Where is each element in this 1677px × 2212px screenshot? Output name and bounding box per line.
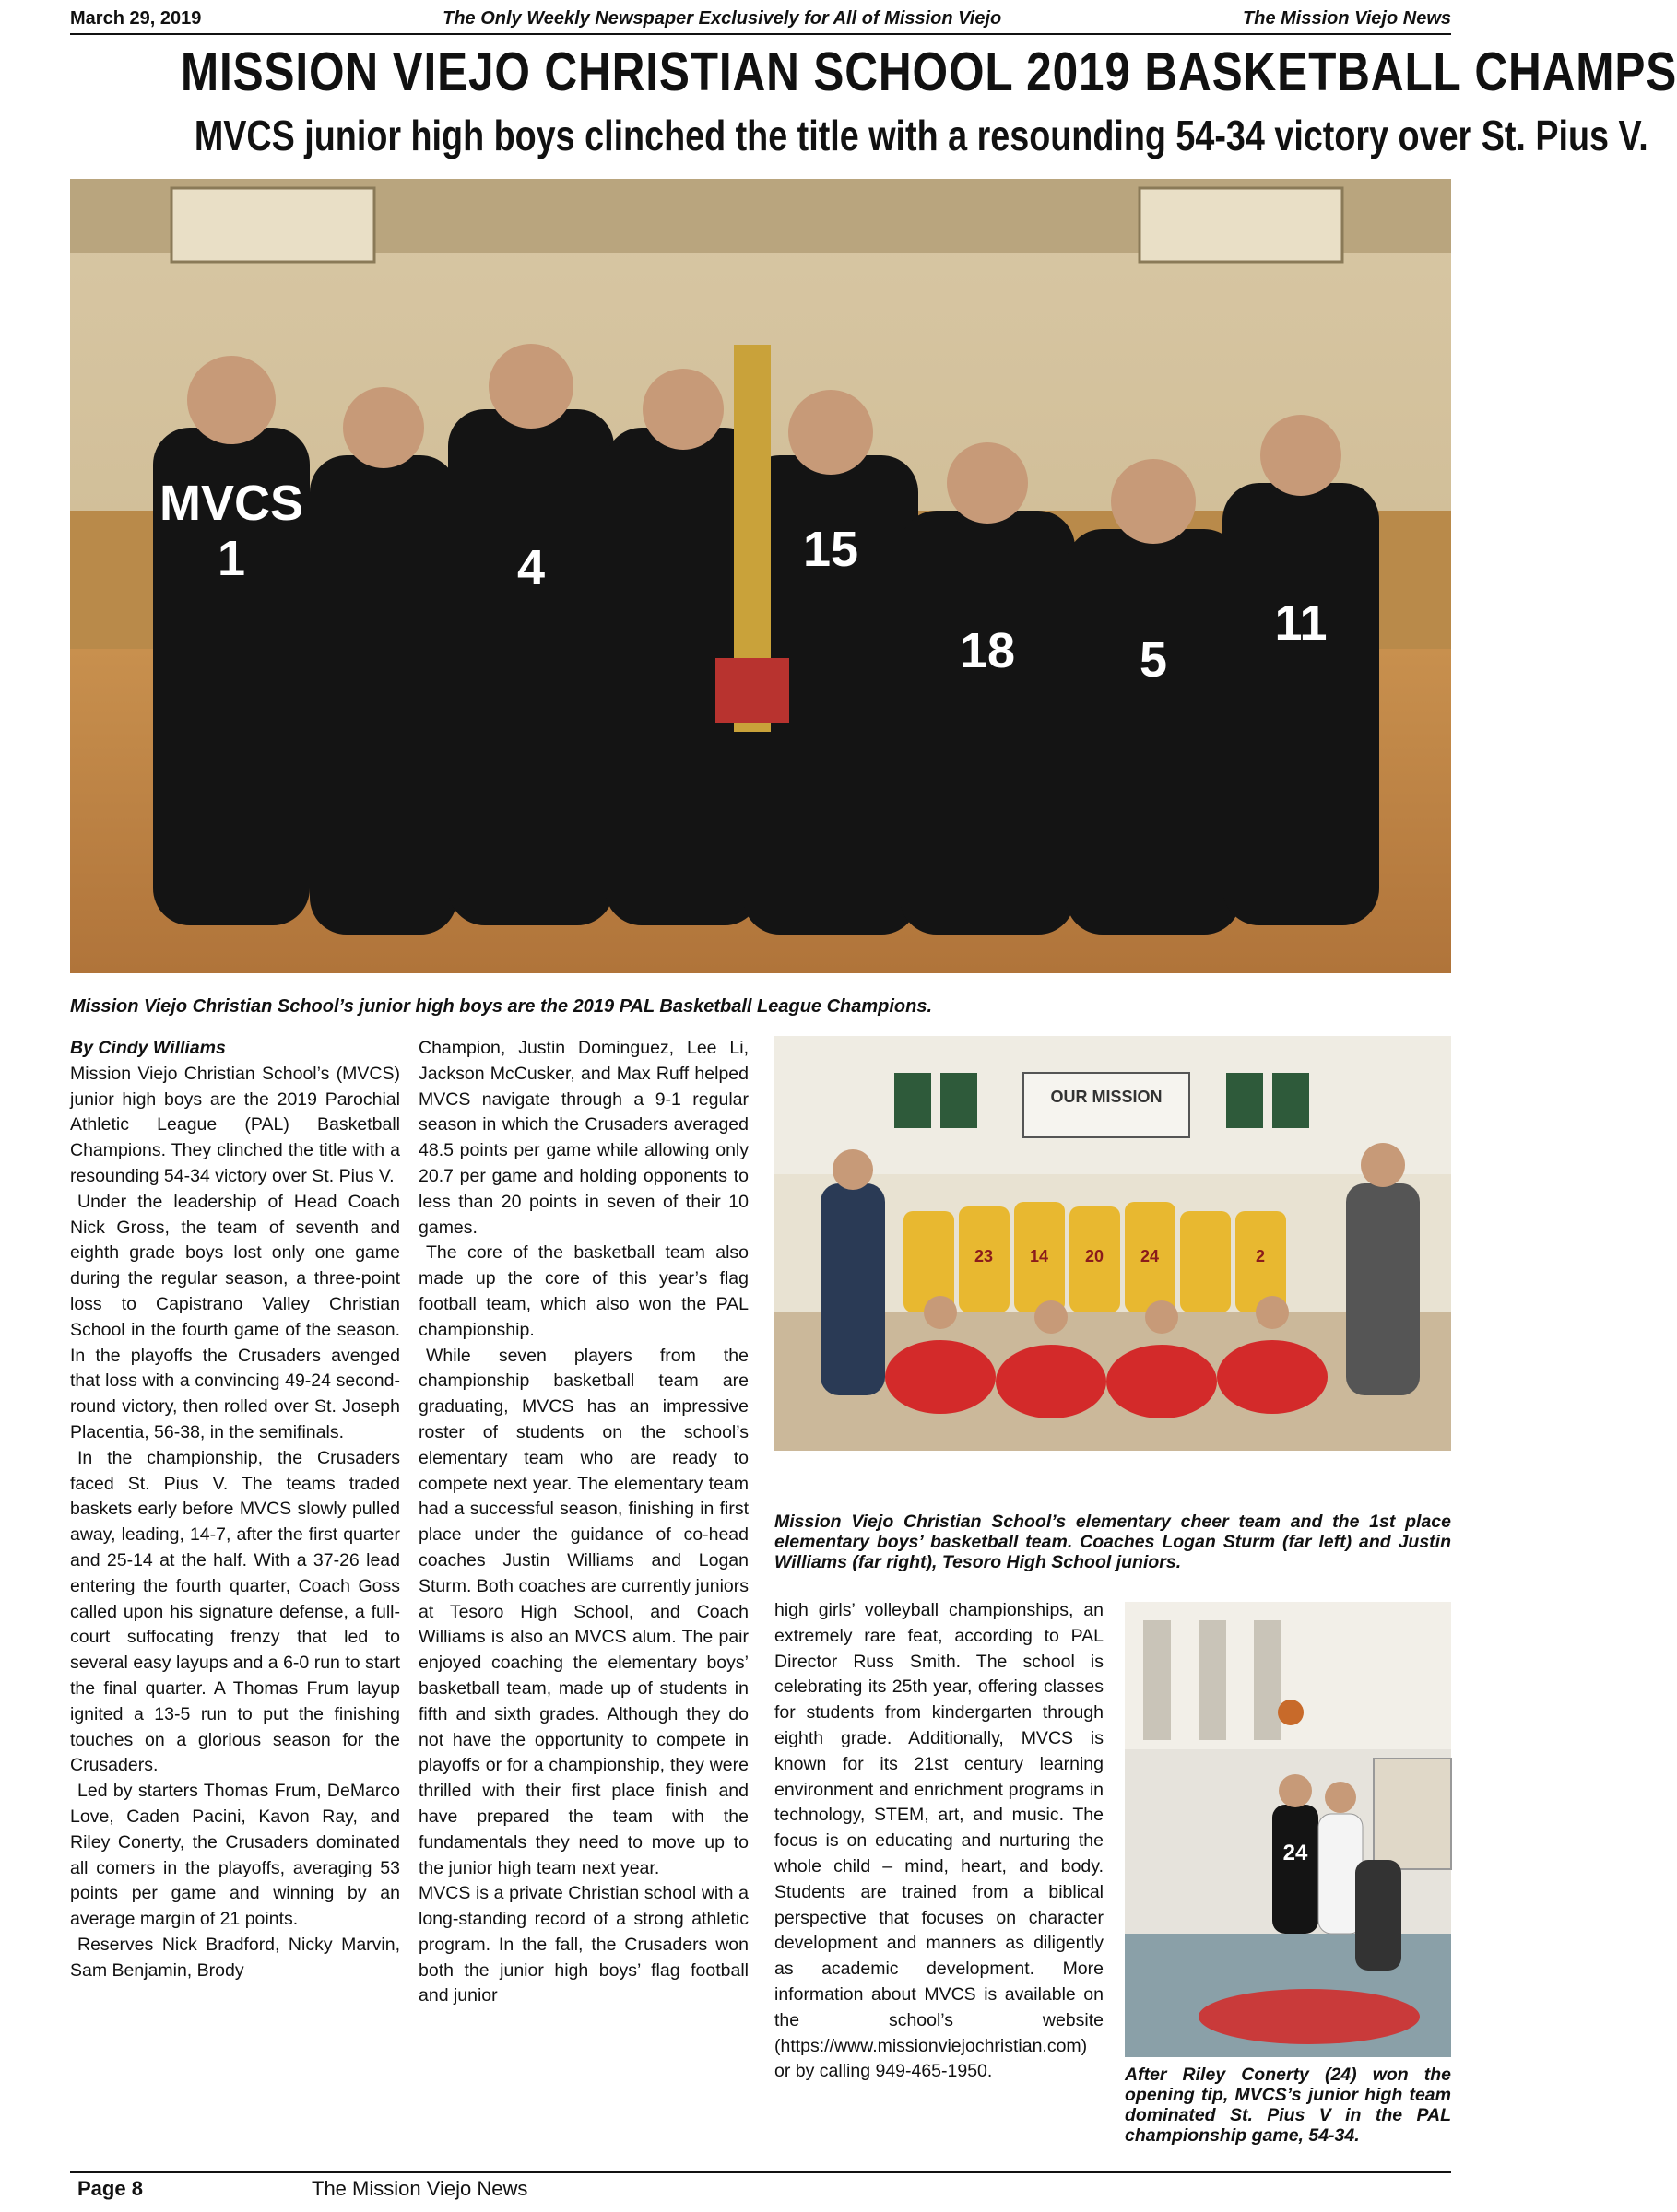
paragraph: Under the leadership of Head Coach Nick Gross, the team of seventh and eighth grade boys lost only one game during the regular season, a three-point loss to Capistrano Valley Christian School in the fourth game of the season. In the playoffs the Crusaders avenged that loss with a convincing 49-24 second-round victory, then rolled over St. Joseph Placentia, 56-38, in the semifinals.: [70, 1191, 400, 1442]
tipoff-photo: [1125, 1602, 1451, 2057]
cheer-photo-caption: Mission Viejo Christian School’s elementary cheer team and the 1st place elementary boys’ basketball team. Coaches Logan Sturm (far left) and Justin Williams (far right), Tesoro High School juniors.: [774, 1512, 1451, 1572]
paragraph: Mission Viejo Christian School’s (MVCS) junior high boys are the 2019 Parochial Athletic League (PAL) Basketball Champions. They clinched the title with a resounding 54-34 victory over St. Pius V.: [70, 1063, 400, 1186]
paragraph: The core of the basketball team also made up the core of this year’s flag football team, which also won the PAL championship.: [419, 1242, 749, 1340]
paragraph: In the championship, the Crusaders faced St. Pius V. The teams traded baskets early before MVCS slowly pulled away, leading, 14-7, after the first quarter and 25-14 at the half. With a 37-26 lead entering the fourth quarter, Coach Goss called upon his signature defense, a full-court suffocating frenzy that led to several easy layups and a 6-0 run to start the final quarter. A Thomas Frum layup ignited a 13-5 run to put the finishing touches on a glorious season for the Crusaders.: [70, 1447, 400, 1776]
main-team-photo: [70, 179, 1451, 973]
paragraph: Reserves Nick Bradford, Nicky Marvin, Sam Benjamin, Brody: [70, 1934, 400, 1981]
paper-name: The Mission Viejo News: [1243, 7, 1451, 29]
byline: By Cindy Williams: [70, 1038, 226, 1058]
main-photo-caption: Mission Viejo Christian School’s junior high boys are the 2019 PAL Basketball League Champions.: [70, 996, 933, 1017]
jersey-number: 15: [802, 522, 859, 577]
tipoff-photo-caption: After Riley Conerty (24) won the opening tip, MVCS’s junior high team dominated St. Pius V in the PAL championship game, 54-34.: [1125, 2065, 1451, 2146]
jersey-number: 18: [959, 623, 1016, 678]
jersey-number: 5: [1139, 632, 1168, 688]
footer-paper-name: The Mission Viejo News: [312, 2177, 528, 2200]
cheer-team-photo: [774, 1036, 1451, 1451]
jersey-number: 11: [1274, 595, 1328, 651]
jersey-text: MVCS: [159, 476, 304, 531]
paragraph: Champion, Justin Dominguez, Lee Li, Jackson McCusker, and Max Ruff helped MVCS navigate through a 9-1 regular season in which the Crusaders averaged 48.5 points per game while allowing only 20.7 per game and holding opponents to less than 20 points in seven of their 10 games.: [419, 1038, 749, 1238]
paragraph: MVCS is a private Christian school with a long-standing record of a strong athletic program. In the fall, the Crusaders won both the junior high boys’ flag football and junior: [419, 1883, 749, 2006]
jersey-number: 20: [1084, 1247, 1104, 1265]
jersey-number: 4: [516, 540, 546, 595]
headline: MISSION VIEJO CHRISTIAN SCHOOL 2019 BASKETBALL CHAMPS: [180, 41, 1677, 102]
jersey-number: 2: [1255, 1247, 1266, 1265]
jersey-number: 23: [974, 1247, 994, 1265]
page-number: Page 8: [77, 2177, 143, 2200]
article-column-3: [774, 1598, 1104, 2085]
jersey-number: 24: [1282, 1841, 1308, 1865]
jersey-number: 1: [217, 531, 246, 586]
subheadline: MVCS junior high boys clinched the title with a resounding 54-34 victory over St. Pius V.: [194, 112, 1648, 159]
header-rule: [70, 33, 1451, 35]
paragraph: high girls’ volleyball championships, an extremely rare feat, according to PAL Director Russ Smith. The school is celebrating its 25th year, offering classes for students from kindergarten through eighth grade. Additionally, MVCS is known for its 21st century learning environment and enrichment programs in technology, STEM, art, and music. The focus is on educating and nurturing the whole child – mind, heart, and body. Students are trained from a biblical perspective that focuses on character development and manners as diligently as academic development. More information about MVCS is available on the school’s website (https://www.missionviejochristian.com) or by calling 949-465-1950.: [774, 1600, 1104, 2082]
gym-banner-text: OUR MISSION: [1050, 1088, 1163, 1106]
masthead-strip: [70, 4, 1451, 33]
tagline: The Only Weekly Newspaper Exclusively for All of Mission Viejo: [443, 7, 1002, 29]
jersey-number: 14: [1029, 1247, 1049, 1265]
article-column-1: [70, 1036, 400, 1983]
paragraph: Led by starters Thomas Frum, DeMarco Love, Caden Pacini, Kavon Ray, and Riley Conerty, the Crusaders dominated all comers in the playoffs, averaging 53 points per game and winning by an average margin of 21 points.: [70, 1781, 400, 1930]
footer-rule: [70, 2171, 1451, 2173]
paragraph: While seven players from the championship basketball team are graduating, MVCS has an impressive roster of students on the school’s elementary team who are ready to compete next year. The elementary team had a successful season, finishing in first place under the guidance of co-head coaches Justin Williams and Logan Sturm. Both coaches are currently juniors at Tesoro High School, and Coach Williams is also an MVCS alum. The pair enjoyed coaching the elementary boys’ basketball team, made up of students in fifth and sixth grades. Although they do not have the opportunity to compete in playoffs or for a championship, they were thrilled with their first place finish and have prepared the team with the fundamentals they need to move up to the junior high team next year.: [419, 1345, 749, 1878]
jersey-number: 24: [1140, 1247, 1160, 1265]
article-column-2: [419, 1036, 749, 2009]
issue-date: March 29, 2019: [70, 7, 202, 29]
